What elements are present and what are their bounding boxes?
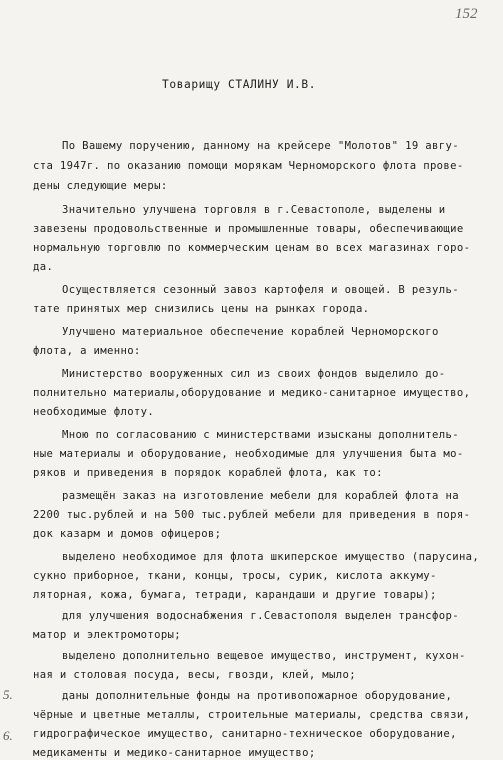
body-line: дены следующие меры: xyxy=(33,180,168,192)
body-line: ляторная, кожа, бумага, тетради, карандаши и другие товары); xyxy=(33,589,437,601)
body-line: ста 1947г. по оказанию помощи морякам Черноморского флота прове- xyxy=(33,160,464,172)
body-line: завезены продовольственные и промышленные товары, обеспечивающие xyxy=(33,223,464,235)
body-line: ряков и приведения в порядок кораблей флота, как то: xyxy=(33,467,383,479)
body-line: Значительно улучшена торговля в г.Севастополе, выделены и xyxy=(62,204,446,216)
body-line: размещён заказ на изготовление мебели для кораблей флота на xyxy=(62,490,459,502)
margin-note: 5. xyxy=(3,687,13,702)
margin-note: 6. xyxy=(3,728,13,743)
body-line: Мною по согласованию с министерствами изысканы дополнитель- xyxy=(62,429,459,441)
body-line: Улучшено материальное обеспечение кораблей Черноморского xyxy=(62,326,439,338)
body-line: Осуществляется сезонный завоз картофеля и овощей. В резуль- xyxy=(62,284,459,296)
body-line: ная и столовая посуда, весы, гвозди, клей, мыло; xyxy=(33,669,356,681)
body-line: полнительно материалы,оборудование и медико-санитарное имущество, xyxy=(33,387,471,399)
body-line: 2200 тыс.рублей и на 500 тыс.рублей мебели для приведения в поря- xyxy=(33,509,471,521)
body-line: для улучшения водоснабжения г.Севастополя выделен трансфор- xyxy=(62,610,459,622)
body-line: По Вашему поручению, данному на крейсере "Молотов" 19 авгу- xyxy=(62,140,459,152)
body-line: выделено необходимое для флота шкиперское имущество (парусина, xyxy=(62,551,480,563)
body-line: гидрографическое имущество, санитарно-техническое оборудование, xyxy=(33,728,457,740)
body-line: выделено дополнительно вещевое имущество, инструмент, кухон- xyxy=(62,650,466,662)
body-line: даны дополнительные фонды на противопожарное оборудование, xyxy=(62,690,453,702)
body-line: тате принятых мер снизились цены на рынках города. xyxy=(33,303,370,315)
body-line: сукно приборное, ткани, концы, тросы, сурик, кислота аккуму- xyxy=(33,570,437,582)
body-line: флота, а именно: xyxy=(33,345,141,357)
body-line: матор и электромоторы; xyxy=(33,629,182,641)
body-line: Министерство вооруженных сил из своих фондов выделило до- xyxy=(62,368,446,380)
body-line: док казарм и домов офицеров; xyxy=(33,528,222,540)
body-line: необходимые флоту. xyxy=(33,406,155,418)
addressee-title: Товарищу СТАЛИНУ И.В. xyxy=(162,78,317,91)
body-line: ные материалы и оборудование, необходимые для улучшения быта мо- xyxy=(33,448,464,460)
body-line: чёрные и цветные металлы, строительные материалы, средства связи, xyxy=(33,709,471,721)
body-line: медикаменты и медико-санитарное имущество; xyxy=(33,747,316,759)
page-number: 152 xyxy=(455,6,478,22)
body-line: нормальную торговлю по коммерческим ценам во всех магазинах горо- xyxy=(33,242,471,254)
body-line: да. xyxy=(33,261,54,273)
